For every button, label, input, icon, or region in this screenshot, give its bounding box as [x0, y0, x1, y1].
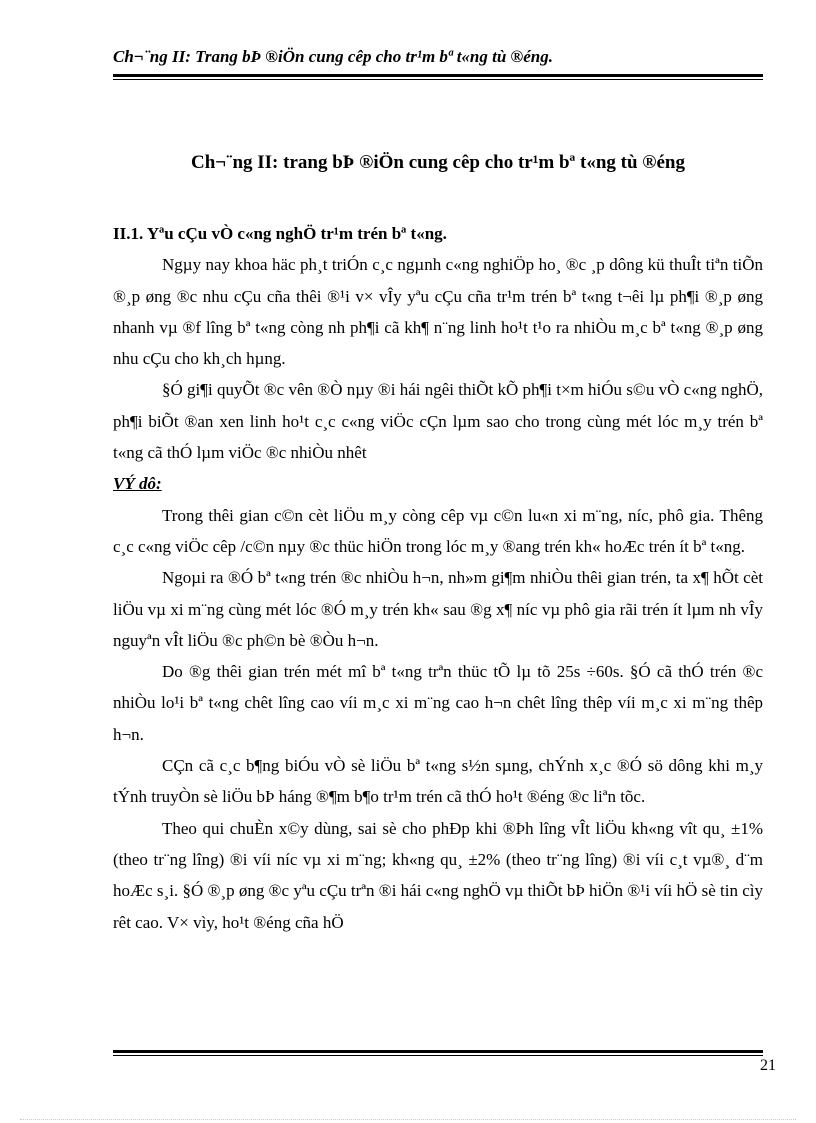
paragraph: Ngoµi ra ®Ó bª t«ng trén ®c nhiÒu h¬n, nh»m gi¶m nhiÒu thêi gian trén, ta x¶ hÕt cèt liÖu vµ xi m¨ng cùng mét lóc ®Ó m¸y trén kh« sau ®g x¶ níc vµ phô gia rãi trén ít lµm nh vÎy nguyªn vÎt liÖu ®c ph©n bè ®Òu h¬n. — [113, 568, 763, 650]
page-number: 21 — [760, 1057, 776, 1074]
paragraph: Theo qui chuÈn x©y dùng, sai sè cho phÐp khi ®Þh lîng vÎt liÖu kh«ng vît qu¸ ±1% (theo tr¨ng lîng) ®i víi níc vµ xi m¨ng; kh«ng qu¸ ±2% (theo tr¨ng lîng) ®i víi c¸t vµ®¸ d¨m hoÆc s¸i. §Ó ®¸p øng ®c yªu cÇu trªn ®i hái c«ng nghÖ vµ thiÕt bÞ hiÖn ®¹i víi hÖ sè tin cìy rêt cao. V× vìy, ho¹t ®éng cña hÖ — [113, 818, 763, 932]
header-rule-thin — [113, 79, 763, 80]
section-heading: II.1. Yªu cÇu vÒ c«ng nghÖ tr¹m trén bª t«ng. — [113, 224, 447, 243]
body-text — [113, 218, 763, 938]
paragraph: CÇn cã c¸c b¶ng biÓu vÒ sè liÖu bª t«ng s½n sµng, chÝnh x¸c ®Ó sö dông khi m¸y tÝnh truyÒn sè liÖu bÞ háng ®¶m b¶o tr¹m trén cã thÓ ho¹t ®éng ®c liªn tõc. — [113, 756, 763, 807]
running-header: Ch¬¨ng II: Trang bÞ ®iÖn cung cêp cho tr¹m bª t«ng tù ®éng. — [113, 47, 553, 66]
paragraph: §Ó gi¶i quyÕt ®c vên ®Ò nµy ®i hái ngêi thiÕt kÕ ph¶i t×m hiÓu s©u vÒ c«ng nghÖ, ph¶i biÕt ®an xen linh ho¹t c¸c c«ng viÖc cÇn lµm sao cho trong cùng mét lóc m¸y trén bª t«ng cã thÓ lµm viÖc ®c nhiÒu nhêt — [113, 380, 763, 463]
paragraph: Ngµy nay khoa häc ph¸t triÓn c¸c ngµnh c«ng nghiÖp ho¸ ®c ¸p dông kü thuÎt tiªn tiÕn ®¸p øng ®c nhu cÇu cña thêi ®¹i v× vÎy yªu cÇu cña tr¹m trén bª t«ng t¬êi lµ ph¶i ®¸p øng nhanh vµ ®f lîng bª t«ng còng nh ph¶i cã kh¶ n¨ng linh ho¹t t¹o ra nhiÒu m¸c bª t«ng ®¸p øng nhu cÇu cho kh¸ch hµng. — [113, 255, 763, 369]
chapter-title: Ch¬¨ng II: trang bÞ ®iÖn cung cêp cho tr¹m bª t«ng tù ®éng — [191, 152, 685, 173]
example-label: VÝ dô: — [113, 474, 162, 494]
footer-rule-thin — [113, 1055, 763, 1056]
footer-rule-thick — [113, 1050, 763, 1053]
paragraph: Do ®g thêi gian trén mét mî bª t«ng trªn thüc tÕ lµ tõ 25s ÷60s. §Ó cã thÓ trén ®c nhiÒu lo¹i bª t«ng chêt lîng cao víi m¸c xi m¨ng cao h¬n chêt lîng thêp víi m¸c xi m¨ng thêp h¬n. — [113, 662, 763, 744]
paragraph: Trong thêi gian c©n cèt liÖu m¸y còng cêp vµ c©n lu«n xi m¨ng, níc, phô gia. Thêng c¸c c«ng viÖc cêp /c©n nµy ®c thüc hiÖn trong lóc m¸y ®ang trén kh« hoÆc trén ít bª t«ng. — [113, 505, 763, 556]
page-edge-divider — [20, 1119, 796, 1120]
header-rule-thick — [113, 74, 763, 77]
